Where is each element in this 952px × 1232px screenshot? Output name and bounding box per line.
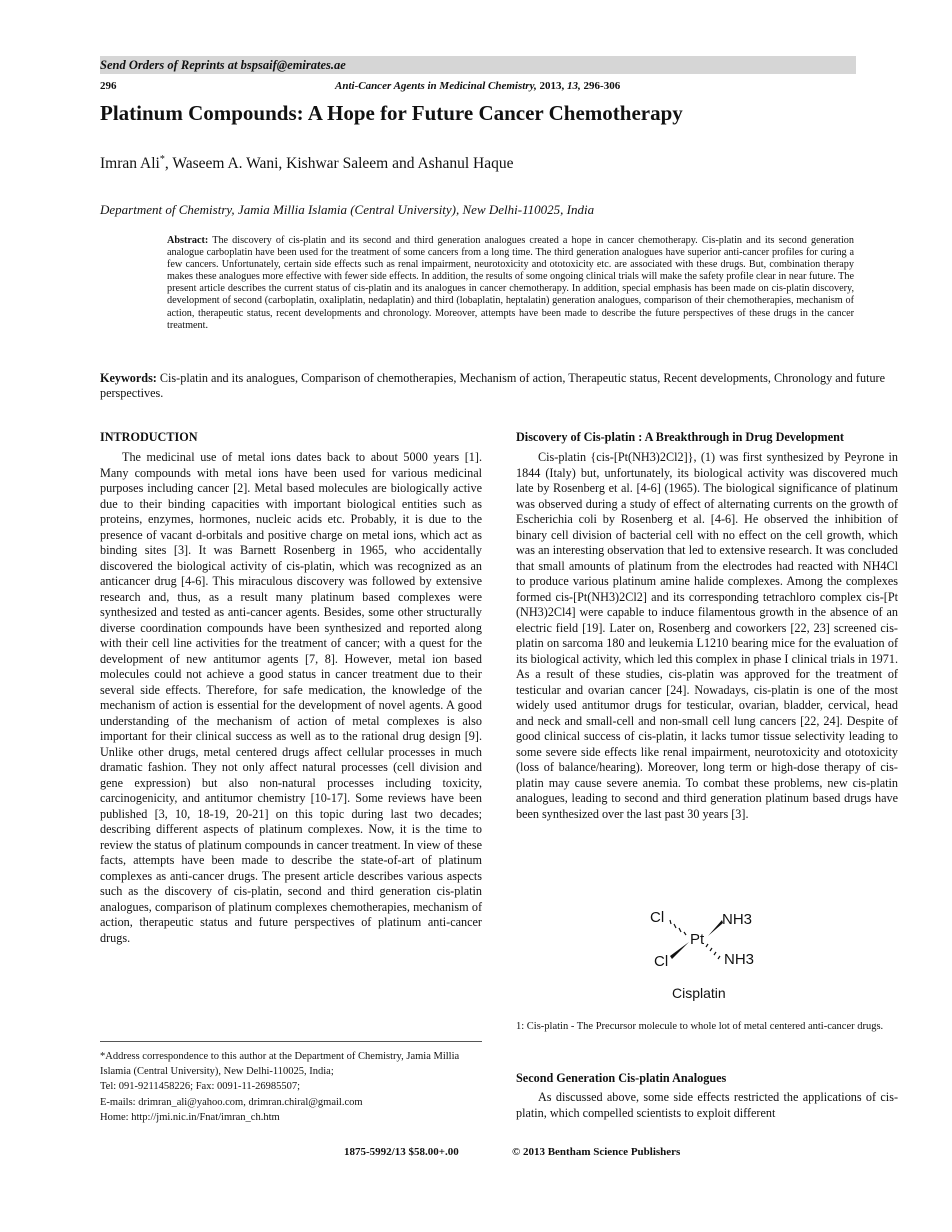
correspondence-footnote [100,1049,482,1125]
second-generation-body [516,1090,898,1121]
cisplatin-name-label: Cisplatin [672,985,726,1001]
abstract-label: Abstract: [167,235,209,246]
discovery-body [516,450,898,822]
author-list [100,154,513,173]
page-title: Platinum Compounds: A Hope for Future Cancer Chemotherapy [100,101,683,125]
ammine-bottom-label: NH3 [724,951,755,968]
figure-caption: 1: Cis-platin - The Precursor molecule to whole lot of metal centered anti-cancer drugs. [516,1021,884,1032]
chloride-bottom-label: Cl [654,953,669,970]
discovery-heading: Discovery of Cis-platin : A Breakthrough in Drug Development [516,430,844,444]
keywords-text: Cis-platin and its analogues, Comparison of chemotherapies, Mechanism of action, Therapeutic status, Recent developments, Chronology and future perspectives. [100,371,886,401]
page-number: 296 [100,80,117,92]
wedge-bond-bottom [670,942,689,959]
corresponding-mark: * [159,154,165,165]
copyright-notice: © 2013 Bentham Science Publishers [512,1146,681,1158]
reprints-banner: Send Orders of Reprints at bspsaif@emirates.ae [100,56,856,74]
keywords-label: Keywords: [100,371,157,385]
footnote-emails: E-mails: drimran_ali@yahoo.com, drimran.chiral@gmail.com [100,1096,363,1108]
footnote-phone: Tel: 091-9211458226; Fax: 0091-11-26985507; [100,1081,301,1093]
platinum-label: Pt [690,931,705,948]
hashed-bond-bottom [706,944,720,959]
footnote-divider [100,1041,482,1042]
intro-paragraph: The medicinal use of metal ions dates back to about 5000 years [1]. Many compounds with metal ions have been used for various medicinal purposes including cancer [2]. Metal based molecules are biologically active due to their binding capacities with important biological entities such as proteins, enzymes, hormones, nucleic acids etc. Probably, it is due to the presence of vacant d-orbitals and positive charge on metal ions, which act as binding sites [3]. It was Barnett Rosenberg in 1965, who accidentally discovered the biological activity of cis-platin, which was recognized as an anticancer drug [4-6]. This miraculous discovery was followed by extensive research and, thus, as a result many platinum based complexes were synthesized and tested as anti-cancer agents. Besides, some other structurally diverse coordination compounds have been synthesized and reported along with their cell line activities for the treatment of cancer; with a quest for the development of new antitumor agents [7, 8]. However, metal ion based molecules could not achieve a good status in cancer treatment due to their several side effects. Therefore, for safe medication, the knowledge of the mechanism of action is essential for the development of novel agents. A good understanding of the mechanism of action of metal complexes is also important for their clinical success as well as to the rational drug design [9]. Unlike other drugs, metal centered drugs affect cellular processes in much dramatic fashion. They not only affect natural processes (cell division and gene expression) but also non-natural processes including toxicity, carcinogenicity, and antitumor chemistry [10-17]. Some reviews have been published [3, 10, 18-19, 20-21] on this topic during last two decades; describing different aspects of platinum complexes. Now, it is the time to review the status of platinum compounds in cancer treatment. In view of these facts, attempts have been made to describe the state-of-art of platinum complexes as anti-cancer drugs. The present article describes various aspects such as the discovery of cis-platin, second and third generation cis-platin analogues, comparison of platinum complexes chemotherapies, mechanism of action, therapeutic status and future perspectives of platinum anti-cancer drugs. [100,450,482,945]
intro-body [100,450,482,946]
journal-citation [335,80,620,92]
second-generation-heading: Second Generation Cis-platin Analogues [516,1071,727,1085]
hashed-bond-top [670,920,686,935]
abstract [167,235,854,332]
chloride-top-label: Cl [650,909,665,926]
journal-volume: 13, [567,80,581,92]
journal-year: 2013, [539,80,565,92]
footnote-address: *Address correspondence to this author at the Department of Chemistry, Jamia Millia Islamia (Central University), New Delhi-110025, India; [100,1051,460,1078]
footnote-homepage: Home: http://jmi.nic.in/Fnat/imran_ch.htm [100,1111,280,1123]
intro-heading: INTRODUCTION [100,430,198,444]
abstract-text: The discovery of cis-platin and its second and third generation analogues created a hope in cancer chemotherapy. Cis-platin and its second generation analogue carboplatin have been used for the treatment of some cancers from a long time. The third generation analogues have superior anti-cancer profiles for curing a few cancers. Unfortunately, certain side effects such as renal impairment, neurotoxicity and ototoxicity etc. are associated with these drugs. But, combination therapy makes these analogues more effective with fewer side effects. In addition, the results of some ongoing clinical trials will make the safety profile clear in near future. The present article describes the current status of cis-platin and its analogues in cancer chemotherapy. In addition, special emphasis has been made on cis-platin discovery, development of second (carboplatin, oxaliplatin, nedaplatin) and third (lobaplatin, heptalatin) generation analogues, comparison of their chemotherapies, mechanism of action, therapeutic status, recent developments and chronology. Moreover, attempts have been made to describe the future perspectives of these drugs in the cancer treatment. [167,235,854,331]
first-author: Imran Ali [100,155,160,173]
journal-name: Anti-Cancer Agents in Medicinal Chemistry, [335,80,537,92]
second-generation-paragraph: As discussed above, some side effects restricted the applications of cis-platin, which compelled scientists to exploit different [516,1090,898,1120]
journal-pages: 296-306 [583,80,621,92]
cisplatin-structure-figure [640,900,790,1010]
issn-price: 1875-5992/13 $58.00+.00 [344,1146,459,1158]
affiliation: Department of Chemistry, Jamia Millia Islamia (Central University), New Delhi-110025, India [100,202,595,217]
discovery-paragraph: Cis-platin {cis-[Pt(NH3)2Cl2]}, (1) was first synthesized by Peyrone in 1844 (Italy) but, unfortunately, its biological activity was discovered much late by Rosenberg et al. [4-6] (1965). The biological significance of platinum was observed during a study of effect of alternating currents on the growth of Escherichia coli by Rosenberg et al. [4-6]. He observed the inhibition of binary cell division of bacterial cell with no effect on the cell growth, which was an interesting observation that led to extensive research. It was concluded that small amounts of platinum from the electrodes had reacted with NH4Cl to produce various platinum amine halide complexes. Among the complexes formed cis-[Pt(NH3)2Cl2] and its corresponding tetrachloro complex cis-[Pt (NH3)2Cl4] were capable to induce filamentous growth in the absence of an electric field [19]. Later on, Rosenberg and coworkers [22, 23] screened cis-platin on sarcoma 180 and leukemia L1210 bearing mice for the evaluation of its biological activity, which led this complex in phase I clinical trials in 1971. As a result of these studies, cis-platin was approved for the treatment of testicular and ovarian cancer [24]. Nowadays, cis-platin is one of the most widely used antitumor drugs for testicular, ovarian, bladder, cervical, head and neck and small-cell and non-small cell lung cancers [22, 24]. Despite of good clinical success of cis-platin, it lacks tumor tissue selectivity leading to some severe side effects like renal impairment, neurotoxicity and ototoxicity (loss of balance/hearing). Moreover, long term or high-dose therapy of cis-platin may cause severe anemia. To combat these problems, new cis-platin analogues, leading to second and third generation platinum based drugs have been synthesized over the last past 30 years [3]. [516,450,898,821]
other-authors: , Waseem A. Wani, Kishwar Saleem and Ashanul Haque [164,155,514,173]
ammine-top-label: NH3 [722,911,753,928]
keywords [100,371,898,401]
wedge-bond-top [708,920,723,936]
